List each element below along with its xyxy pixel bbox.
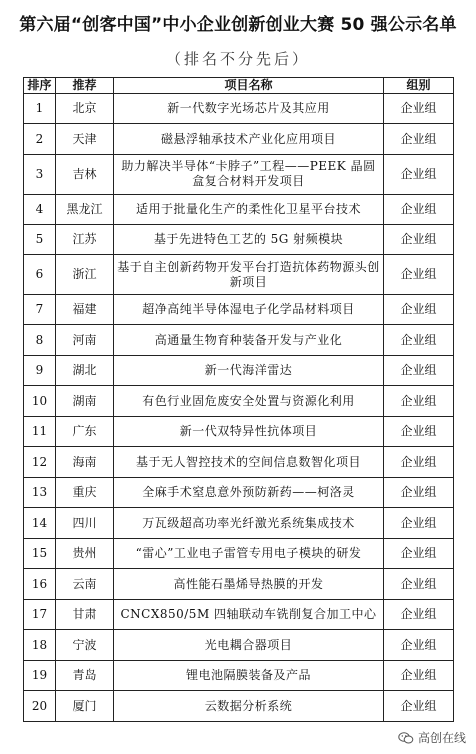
table-header-row xyxy=(24,78,454,94)
watermark-text: 高创在线 xyxy=(417,731,466,745)
table-row xyxy=(24,325,454,355)
recommender-cell: 海南 xyxy=(56,447,114,477)
project-name-cell: 万瓦级超高功率光纤激光系统集成技术 xyxy=(114,508,384,538)
rank-cell: 14 xyxy=(24,508,56,538)
table-row xyxy=(24,255,454,295)
project-name-cell: 光电耦合器项目 xyxy=(114,630,384,660)
group-cell: 企业组 xyxy=(384,94,454,124)
group-cell: 企业组 xyxy=(384,447,454,477)
rank-cell: 10 xyxy=(24,386,56,416)
recommender-cell: 甘肃 xyxy=(56,599,114,629)
group-cell: 企业组 xyxy=(384,416,454,446)
group-cell: 企业组 xyxy=(384,508,454,538)
recommender-cell: 贵州 xyxy=(56,538,114,568)
project-name-cell: 锂电池隔膜装备及产品 xyxy=(114,660,384,690)
project-name-cell: 助力解决半导体“卡脖子”工程——PEEK 晶圆盒复合材料开发项目 xyxy=(114,154,384,194)
header-recommender: 推荐 xyxy=(56,78,114,94)
rank-cell: 3 xyxy=(24,154,56,194)
results-table xyxy=(23,77,454,722)
recommender-cell: 黑龙江 xyxy=(56,194,114,224)
group-cell: 企业组 xyxy=(384,194,454,224)
recommender-cell: 河南 xyxy=(56,325,114,355)
table-row xyxy=(24,355,454,385)
recommender-cell: 吉林 xyxy=(56,154,114,194)
watermark xyxy=(398,729,466,746)
table-row xyxy=(24,194,454,224)
recommender-cell: 浙江 xyxy=(56,255,114,295)
recommender-cell: 湖南 xyxy=(56,386,114,416)
table-row xyxy=(24,538,454,568)
project-name-cell: 全麻手术窒息意外预防新药——柯洛灵 xyxy=(114,477,384,507)
wechat-icon xyxy=(398,732,414,744)
table-row xyxy=(24,224,454,254)
group-cell: 企业组 xyxy=(384,630,454,660)
table-row xyxy=(24,477,454,507)
project-name-cell: 基于无人智控技术的空间信息数智化项目 xyxy=(114,447,384,477)
rank-cell: 13 xyxy=(24,477,56,507)
table-row xyxy=(24,691,454,722)
table-row xyxy=(24,447,454,477)
rank-cell: 20 xyxy=(24,691,56,722)
table-row xyxy=(24,124,454,154)
group-cell: 企业组 xyxy=(384,255,454,295)
project-name-cell: 磁悬浮轴承技术产业化应用项目 xyxy=(114,124,384,154)
project-name-cell: CNCX850/5M 四轴联动车铣削复合加工中心 xyxy=(114,599,384,629)
project-name-cell: 新一代数字光场芯片及其应用 xyxy=(114,94,384,124)
rank-cell: 19 xyxy=(24,660,56,690)
recommender-cell: 重庆 xyxy=(56,477,114,507)
rank-cell: 6 xyxy=(24,255,56,295)
rank-cell: 2 xyxy=(24,124,56,154)
table-row xyxy=(24,94,454,124)
header-group: 组别 xyxy=(384,78,454,94)
table-row xyxy=(24,599,454,629)
recommender-cell: 云南 xyxy=(56,569,114,599)
project-name-cell: 高通量生物育种装备开发与产业化 xyxy=(114,325,384,355)
recommender-cell: 江苏 xyxy=(56,224,114,254)
group-cell: 企业组 xyxy=(384,295,454,325)
group-cell: 企业组 xyxy=(384,599,454,629)
page-title: 第六届“创客中国”中小企业创新创业大赛 50 强公示名单 xyxy=(19,15,457,35)
table-body xyxy=(24,94,454,722)
group-cell: 企业组 xyxy=(384,569,454,599)
project-name-cell: 新一代双特异性抗体项目 xyxy=(114,416,384,446)
header-rank: 排序 xyxy=(24,78,56,94)
header-project: 项目名称 xyxy=(114,78,384,94)
table-row xyxy=(24,630,454,660)
rank-cell: 8 xyxy=(24,325,56,355)
recommender-cell: 广东 xyxy=(56,416,114,446)
recommender-cell: 四川 xyxy=(56,508,114,538)
table-row xyxy=(24,386,454,416)
project-name-cell: 基于自主创新药物开发平台打造抗体药物源头创新项目 xyxy=(114,255,384,295)
project-name-cell: 有色行业固危废安全处置与资源化利用 xyxy=(114,386,384,416)
rank-cell: 9 xyxy=(24,355,56,385)
project-name-cell: 新一代海洋雷达 xyxy=(114,355,384,385)
group-cell: 企业组 xyxy=(384,386,454,416)
recommender-cell: 北京 xyxy=(56,94,114,124)
rank-cell: 18 xyxy=(24,630,56,660)
recommender-cell: 湖北 xyxy=(56,355,114,385)
project-name-cell: 云数据分析系统 xyxy=(114,691,384,722)
rank-cell: 1 xyxy=(24,94,56,124)
recommender-cell: 青岛 xyxy=(56,660,114,690)
group-cell: 企业组 xyxy=(384,538,454,568)
rank-cell: 16 xyxy=(24,569,56,599)
recommender-cell: 宁波 xyxy=(56,630,114,660)
rank-cell: 4 xyxy=(24,194,56,224)
table-row xyxy=(24,508,454,538)
group-cell: 企业组 xyxy=(384,224,454,254)
project-name-cell: “雷心”工业电子雷管专用电子模块的研发 xyxy=(114,538,384,568)
rank-cell: 5 xyxy=(24,224,56,254)
recommender-cell: 福建 xyxy=(56,295,114,325)
table-row xyxy=(24,660,454,690)
rank-cell: 11 xyxy=(24,416,56,446)
recommender-cell: 厦门 xyxy=(56,691,114,722)
rank-cell: 12 xyxy=(24,447,56,477)
project-name-cell: 高性能石墨烯导热膜的开发 xyxy=(114,569,384,599)
table-row xyxy=(24,569,454,599)
group-cell: 企业组 xyxy=(384,660,454,690)
project-name-cell: 基于先进特色工艺的 5G 射频模块 xyxy=(114,224,384,254)
rank-cell: 15 xyxy=(24,538,56,568)
page-subtitle: （排名不分先后） xyxy=(165,50,310,68)
rank-cell: 17 xyxy=(24,599,56,629)
group-cell: 企业组 xyxy=(384,691,454,722)
table-row xyxy=(24,416,454,446)
recommender-cell: 天津 xyxy=(56,124,114,154)
group-cell: 企业组 xyxy=(384,325,454,355)
group-cell: 企业组 xyxy=(384,124,454,154)
group-cell: 企业组 xyxy=(384,477,454,507)
project-name-cell: 适用于批量化生产的柔性化卫星平台技术 xyxy=(114,194,384,224)
table-row xyxy=(24,295,454,325)
project-name-cell: 超净高纯半导体湿电子化学品材料项目 xyxy=(114,295,384,325)
group-cell: 企业组 xyxy=(384,355,454,385)
rank-cell: 7 xyxy=(24,295,56,325)
table-row xyxy=(24,154,454,194)
group-cell: 企业组 xyxy=(384,154,454,194)
